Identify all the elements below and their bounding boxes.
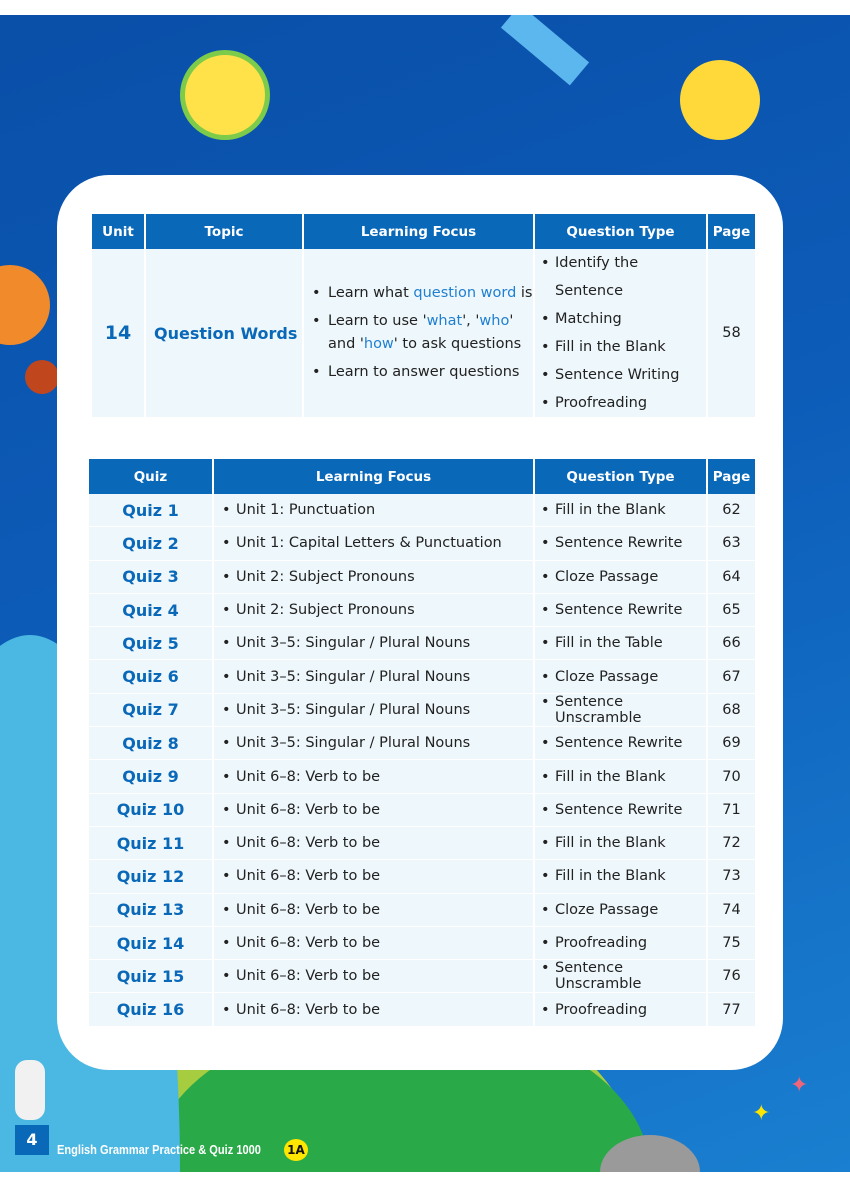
quiz-focus-text: • Unit 3–5: Singular / Plural Nouns — [222, 635, 533, 651]
focus-text: Learn to answer questions — [328, 364, 520, 380]
learning-focus-item — [304, 310, 533, 356]
quiz-focus — [214, 860, 533, 893]
highlighted-term: question word — [413, 285, 517, 301]
quiz-focus — [214, 960, 533, 993]
unit-topic: Question Words — [146, 249, 302, 417]
table-row — [89, 894, 755, 927]
quiz-name: Quiz 6 — [89, 660, 212, 693]
quiz-page: 67 — [708, 660, 755, 693]
quiz-focus — [214, 894, 533, 927]
quiz-type — [535, 960, 706, 993]
page-number: 58 — [708, 249, 755, 417]
satellite-icon — [501, 15, 589, 85]
quiz-page: 70 — [708, 760, 755, 793]
quiz-type — [535, 561, 706, 594]
quiz-type — [535, 827, 706, 860]
focus-text: is — [516, 285, 533, 301]
quiz-focus-text: • Unit 3–5: Singular / Plural Nouns — [222, 669, 533, 685]
page-number: 4 — [15, 1125, 49, 1155]
quiz-type — [535, 993, 706, 1026]
table-row — [89, 827, 755, 860]
quiz-focus — [214, 760, 533, 793]
quiz-name: Quiz 2 — [89, 527, 212, 560]
quiz-page: 71 — [708, 794, 755, 827]
table-row — [89, 927, 755, 960]
question-type-cell — [535, 249, 706, 417]
quiz-focus — [214, 594, 533, 627]
level-badge: 1A — [284, 1139, 308, 1161]
quiz-page: 75 — [708, 927, 755, 960]
quiz-type-text: • Sentence Unscramble — [541, 960, 706, 992]
quiz-type-text: • Cloze Passage — [541, 569, 706, 585]
question-type-item: • Sentence Writing — [541, 361, 706, 389]
table-row — [89, 660, 755, 693]
quiz-name: Quiz 4 — [89, 594, 212, 627]
quiz-type — [535, 527, 706, 560]
question-type-item: • Identify the Sentence — [541, 249, 706, 305]
quiz-page: 64 — [708, 561, 755, 594]
astronaut-icon — [15, 1060, 45, 1120]
quiz-focus — [214, 627, 533, 660]
quiz-focus-text: • Unit 6–8: Verb to be — [222, 902, 533, 918]
quiz-name: Quiz 11 — [89, 827, 212, 860]
quiz-page: 77 — [708, 993, 755, 1026]
table-row — [89, 860, 755, 893]
table-row — [89, 694, 755, 727]
highlighted-term: how — [363, 336, 394, 352]
quiz-focus — [214, 794, 533, 827]
quiz-page: 74 — [708, 894, 755, 927]
quiz-name: Quiz 8 — [89, 727, 212, 760]
robot-ufo-icon — [180, 50, 270, 140]
table-row — [89, 727, 755, 760]
header-page: Page — [708, 214, 755, 249]
quiz-focus-text: • Unit 2: Subject Pronouns — [222, 569, 533, 585]
table-row — [89, 794, 755, 827]
header-topic: Topic — [146, 214, 302, 249]
highlighted-term: what — [426, 313, 463, 329]
quiz-table — [87, 459, 757, 1027]
quiz-type-text: • Sentence Rewrite — [541, 602, 706, 618]
header-unit: Unit — [92, 214, 144, 249]
quiz-page: 72 — [708, 827, 755, 860]
unit-number: 14 — [92, 249, 144, 417]
question-type-item: • Proofreading — [541, 389, 706, 417]
quiz-focus-text: • Unit 2: Subject Pronouns — [222, 602, 533, 618]
quiz-focus — [214, 927, 533, 960]
header-page: Page — [708, 459, 755, 494]
highlighted-term: who — [479, 313, 510, 329]
quiz-focus — [214, 660, 533, 693]
learning-focus-item — [304, 361, 533, 384]
quiz-name: Quiz 1 — [89, 494, 212, 527]
quiz-type-text: • Proofreading — [541, 935, 706, 951]
table-row — [89, 993, 755, 1026]
header-quiz: Quiz — [89, 459, 212, 494]
quiz-focus-text: • Unit 6–8: Verb to be — [222, 769, 533, 785]
header-learning-focus: Learning Focus — [304, 214, 533, 249]
focus-text: ' to ask questions — [393, 336, 522, 352]
quiz-type-text: • Proofreading — [541, 1002, 706, 1018]
focus-text: Learn what — [328, 285, 414, 301]
quiz-name: Quiz 9 — [89, 760, 212, 793]
quiz-page: 73 — [708, 860, 755, 893]
table-row — [89, 960, 755, 993]
quiz-type — [535, 660, 706, 693]
quiz-type — [535, 794, 706, 827]
quiz-page: 65 — [708, 594, 755, 627]
quiz-type — [535, 894, 706, 927]
quiz-name: Quiz 5 — [89, 627, 212, 660]
quiz-type — [535, 694, 706, 727]
quiz-focus-text: • Unit 6–8: Verb to be — [222, 802, 533, 818]
quiz-name: Quiz 14 — [89, 927, 212, 960]
quiz-type-text: • Fill in the Blank — [541, 502, 706, 518]
quiz-focus — [214, 494, 533, 527]
learning-focus-cell — [304, 249, 533, 417]
quiz-focus-text: • Unit 6–8: Verb to be — [222, 868, 533, 884]
planet-icon — [25, 360, 59, 394]
quiz-focus — [214, 527, 533, 560]
quiz-focus — [214, 561, 533, 594]
quiz-page: 68 — [708, 694, 755, 727]
table-row — [92, 249, 755, 417]
quiz-name: Quiz 3 — [89, 561, 212, 594]
quiz-focus-text: • Unit 6–8: Verb to be — [222, 1002, 533, 1018]
quiz-type-text: • Cloze Passage — [541, 902, 706, 918]
quiz-type-text: • Sentence Rewrite — [541, 535, 706, 551]
quiz-page: 76 — [708, 960, 755, 993]
quiz-focus-text: • Unit 3–5: Singular / Plural Nouns — [222, 702, 533, 718]
unit-table — [90, 214, 757, 417]
quiz-type — [535, 860, 706, 893]
quiz-name: Quiz 13 — [89, 894, 212, 927]
table-row — [89, 627, 755, 660]
focus-text: ' and ' — [328, 313, 514, 352]
quiz-name: Quiz 12 — [89, 860, 212, 893]
quiz-type — [535, 594, 706, 627]
quiz-page: 62 — [708, 494, 755, 527]
focus-text: ', ' — [462, 313, 480, 329]
header-question-type: Question Type — [535, 459, 706, 494]
question-type-item: • Fill in the Blank — [541, 333, 706, 361]
quiz-type-text: • Cloze Passage — [541, 669, 706, 685]
quiz-type-text: • Fill in the Table — [541, 635, 706, 651]
quiz-name: Quiz 16 — [89, 993, 212, 1026]
quiz-focus-text: • Unit 6–8: Verb to be — [222, 968, 533, 984]
quiz-type-text: • Sentence Rewrite — [541, 735, 706, 751]
table-row — [89, 594, 755, 627]
quiz-focus — [214, 993, 533, 1026]
table-row — [89, 527, 755, 560]
quiz-type — [535, 727, 706, 760]
quiz-type-text: • Sentence Unscramble — [541, 694, 706, 726]
book-title: English Grammar Practice & Quiz 1000 — [57, 1142, 261, 1157]
learning-focus-item — [304, 282, 533, 305]
quiz-type — [535, 927, 706, 960]
quiz-focus-text: • Unit 6–8: Verb to be — [222, 935, 533, 951]
quiz-name: Quiz 7 — [89, 694, 212, 727]
quiz-focus-text: • Unit 3–5: Singular / Plural Nouns — [222, 735, 533, 751]
quiz-focus — [214, 727, 533, 760]
table-row — [89, 494, 755, 527]
quiz-type — [535, 760, 706, 793]
quiz-type-text: • Fill in the Blank — [541, 769, 706, 785]
quiz-focus-text: • Unit 1: Capital Letters & Punctuation — [222, 535, 533, 551]
table-row — [89, 561, 755, 594]
quiz-type — [535, 494, 706, 527]
alien-spaceship-icon — [680, 60, 760, 140]
quiz-type-text: • Fill in the Blank — [541, 835, 706, 851]
quiz-type — [535, 627, 706, 660]
quiz-focus-text: • Unit 1: Punctuation — [222, 502, 533, 518]
planet-icon — [0, 265, 50, 345]
quiz-type-text: • Sentence Rewrite — [541, 802, 706, 818]
quiz-type-text: • Fill in the Blank — [541, 868, 706, 884]
star-icon: ✦ — [752, 1101, 771, 1126]
star-icon: ✦ — [790, 1073, 809, 1098]
focus-text: Learn to use ' — [328, 313, 427, 329]
quiz-page: 66 — [708, 627, 755, 660]
quiz-page: 69 — [708, 727, 755, 760]
quiz-focus-text: • Unit 6–8: Verb to be — [222, 835, 533, 851]
quiz-focus — [214, 827, 533, 860]
quiz-focus — [214, 694, 533, 727]
table-row — [89, 760, 755, 793]
quiz-page: 63 — [708, 527, 755, 560]
question-type-item: • Matching — [541, 305, 706, 333]
quiz-name: Quiz 10 — [89, 794, 212, 827]
header-learning-focus: Learning Focus — [214, 459, 533, 494]
quiz-name: Quiz 15 — [89, 960, 212, 993]
header-question-type: Question Type — [535, 214, 706, 249]
